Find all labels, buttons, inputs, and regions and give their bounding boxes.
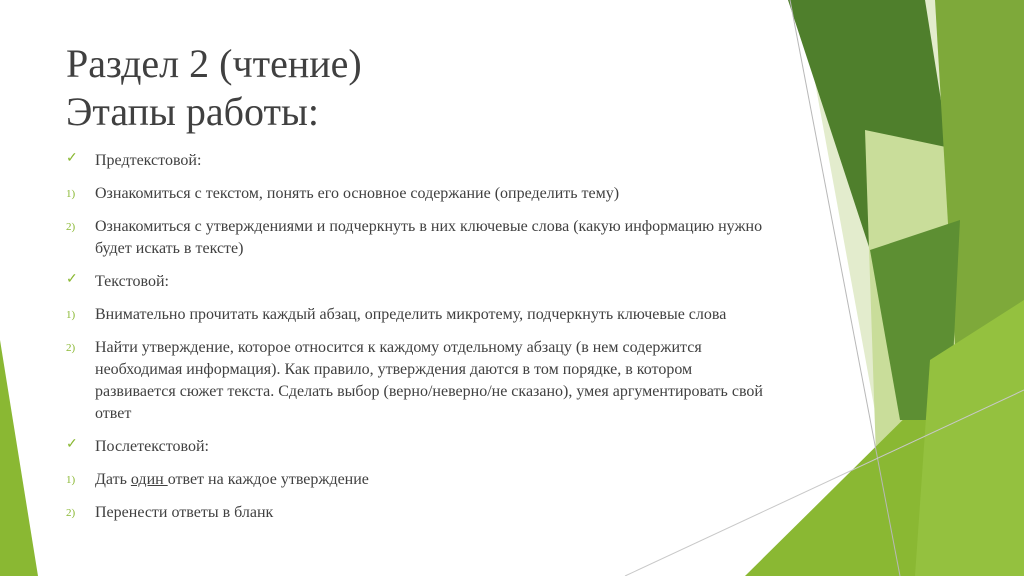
list-number: 1) bbox=[66, 188, 76, 200]
list-item-text: Предтекстовой: bbox=[95, 152, 202, 169]
list-item-text: Текстовой: bbox=[95, 273, 169, 290]
slide-title bbox=[66, 40, 766, 136]
slide-title-line-1: Раздел 2 (чтение) bbox=[66, 41, 362, 86]
list-item-text: Ознакомиться с текстом, понять его основное содержание (определить тему) bbox=[95, 185, 620, 202]
list-item-text: Внимательно прочитать каждый абзац, определить микротему, подчеркнуть ключевые слова bbox=[95, 306, 727, 323]
left-edge-triangle bbox=[0, 340, 38, 576]
list-item-posttext-step-1 bbox=[66, 469, 766, 491]
list-item-text: Послетекстовой: bbox=[95, 438, 209, 455]
list-item-posttext bbox=[66, 436, 766, 458]
list-item-posttext-step-2 bbox=[66, 502, 766, 524]
list-number: 1) bbox=[66, 309, 76, 321]
checkmark-icon: ✓ bbox=[66, 272, 78, 287]
list-item-text-stage bbox=[66, 271, 766, 293]
list-item-text: Перенести ответы в бланк bbox=[95, 504, 274, 521]
list-number: 2) bbox=[66, 342, 76, 354]
list-number: 2) bbox=[66, 507, 76, 519]
underlined-word: один bbox=[130, 471, 168, 488]
checkmark-icon: ✓ bbox=[66, 151, 78, 166]
list-item-text: Найти утверждение, которое относится к каждому отдельному абзацу (в нем содержится необходимая информация). Как правило, утверждения даются в том порядке, в котором развивается сюжет текста. Сделать выбор (верно/неверно/не сказано), умея аргументировать свой ответ bbox=[95, 339, 763, 422]
list-item-pretext-step-2 bbox=[66, 216, 766, 260]
list-item-pretext-step-1 bbox=[66, 183, 766, 205]
list-number: 1) bbox=[66, 474, 76, 486]
list-item-text-after: ответ на каждое утверждение bbox=[167, 471, 369, 488]
checkmark-icon: ✓ bbox=[66, 437, 78, 452]
list-number: 2) bbox=[66, 221, 76, 233]
bullet-list bbox=[66, 150, 766, 535]
list-item-text-step-2 bbox=[66, 337, 766, 425]
list-item-text-step-1 bbox=[66, 304, 766, 326]
list-item-text: Ознакомиться с утверждениями и подчеркнуть в них ключевые слова (какую информацию нужно будет искать в тексте) bbox=[95, 218, 763, 257]
slide-title-line-2: Этапы работы: bbox=[66, 89, 319, 134]
list-item-pretext bbox=[66, 150, 766, 172]
list-item-text-before: Дать bbox=[95, 471, 131, 488]
